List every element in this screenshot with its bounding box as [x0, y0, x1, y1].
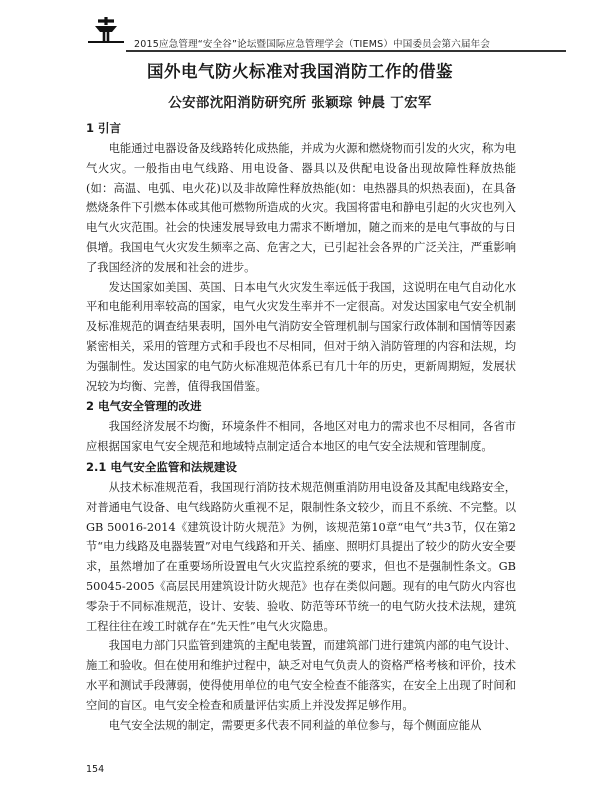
- conference-logo-icon: [86, 16, 126, 46]
- page-number: 154: [86, 764, 105, 775]
- subsection-heading: 2.1 电气安全监管和法规建设: [86, 459, 237, 474]
- header-divider: [126, 50, 566, 52]
- body-paragraph: 从技术标准规范看，我国现行消防技术规范侧重消防用电设备及其配电线路安全，对普通电气设备、电气线路防火重视不足，限制性条文较少，而且不系统、不完整。以GB 50016-2014《建筑设计防火规范》为例，该规范第10章“电气”共3节，仅在第2节“电力线路及电器装置”对电气线路和开关、插座、照明灯具提出了较少的防火安全要求，虽然增加了在重要场所设置电气火灾监控系统的要求，但也不是强制性条文。GB 50045-2005《高层民用建筑设计防火规范》也存在类似问题。现有的电气防火内容也零杂于不同标准规范，设计、安装、验收、防范等环节统一的电气防火技术法规，建筑工程往往在竣工时就存在“先天性”电气火灾隐患。: [86, 480, 517, 633]
- body-paragraph: 我国电力部门只监管到建筑的主配电装置，而建筑部门进行建筑内部的电气设计、施工和验收。但在使用和维护过程中，缺乏对电气负责人的资格严格考核和评价，技术水平和测试手段薄弱，使得使用单位的电气安全检查不能落实，在安全上出现了时间和空间的盲区。电气安全检查和质量评估实质上并没发挥足够作用。: [86, 639, 516, 712]
- section-heading: 1 引言: [86, 121, 122, 135]
- article-title: 国外电气防火标准对我国消防工作的借鉴: [147, 62, 453, 81]
- body-paragraph: 电能通过电器设备及线路转化成热能，并成为火源和燃烧物而引发的火灾，称为电气火灾。一般指由电气线路、用电设备、器具以及供配电设备出现故障性释放热能(如：高温、电弧、电火花)以及非故障性释放热能(如：电热器具的炽热表面)，在具备燃烧条件下引燃本体或其他可燃物所造成的火灾。我国将雷电和静电引起的火灾也列入电气火灾范围。社会的快速发展导致电力需求不断增加，随之而来的是电气事故的与日俱增。我国电气火灾发生频率之高、危害之大，已引起社会各界的广泛关注，严重影响了我国经济的发展和社会的进步。: [86, 142, 516, 274]
- body-paragraph: 发达国家如美国、英国、日本电气火灾发生率远低于我国，这说明在电气自动化水平和电能利用率较高的国家，电气火灾发生率并不一定很高。对发达国家电气安全机制及标准规范的调查结果表明，国外电气消防安全管理机制与国家行政体制和国情等因素紧密相关，采用的管理方式和手段也不尽相同，但对于纳入消防管理的内容和法规，均为强制性。发达国家的电气防火标准规范体系已有几十年的历史，更新周期短，发展状况较为均衡、完善，值得我国借鉴。: [86, 280, 516, 393]
- article-body: [86, 118, 516, 735]
- body-paragraph: 我国经济发展不均衡，环境条件不相同，各地区对电力的需求也不尽相同，各省市应根据国家电气安全规范和地域特点制定适合本地区的电气安全法规和管理制度。: [86, 420, 516, 454]
- body-paragraph: 电气安全法规的制定，需要更多代表不同利益的单位参与，每个侧面应能从: [108, 718, 482, 732]
- section-heading: 2 电气安全管理的改进: [86, 399, 202, 414]
- running-header: [86, 16, 566, 50]
- conference-title: 2015应急管理“安全谷”论坛暨国际应急管理学会（TIEMS）中国委员会第六届年会: [134, 39, 491, 50]
- article-authors: 公安部沈阳消防研究所 张颖琮 钟晨 丁宏军: [168, 95, 432, 111]
